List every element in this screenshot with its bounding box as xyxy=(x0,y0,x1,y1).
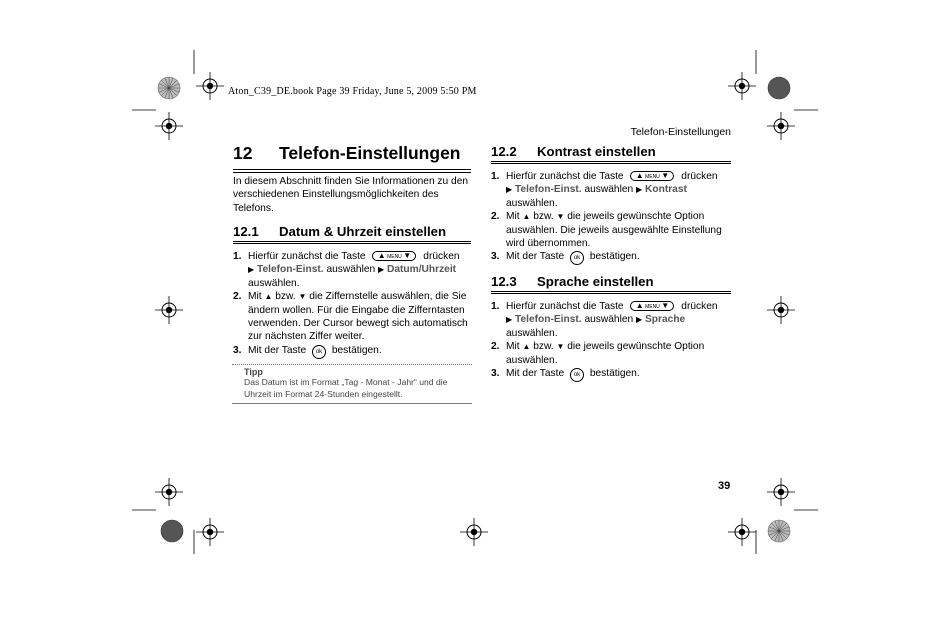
step-number: 3. xyxy=(491,368,500,380)
step-number: 1. xyxy=(491,301,500,312)
triangle-up-icon: ▲ xyxy=(522,212,531,222)
section-number: 12.1 xyxy=(233,224,259,239)
section-12-1-heading xyxy=(233,224,471,242)
intro-paragraph: In diesem Abschnitt finden Sie Informationen zu den verschiedenen Einstellungsmöglichkeiten des Telefons. xyxy=(233,176,469,214)
menu-path: Sprache xyxy=(645,314,686,326)
section-title: Kontrast einstellen xyxy=(537,144,656,159)
menu-key-icon: ▲ MENU ▼ xyxy=(372,251,416,261)
triangle-up-icon: ▲ xyxy=(522,342,531,352)
chapter-number: 12 xyxy=(233,143,253,163)
triangle-right-icon: ▶ xyxy=(378,265,385,275)
section-number: 12.3 xyxy=(491,274,517,289)
page-number: 39 xyxy=(718,480,731,492)
list-item: 2. Mit ▲ bzw. ▼ die jeweils gewünschte Option auswählen. Die jeweils ausgewählte Einstellung wird übernommen. xyxy=(491,211,722,250)
step-number: 2. xyxy=(491,211,500,223)
chapter-title-text: Telefon-Einstellungen xyxy=(279,143,461,163)
step-number: 1. xyxy=(233,251,242,262)
section-title: Datum & Uhrzeit einstellen xyxy=(279,224,447,239)
list-item: 3. Mit der Taste ok bestätigen. xyxy=(233,344,473,359)
step-number: 3. xyxy=(491,251,500,263)
list-item: 1. Hierfür zunächst die Taste ▲ MENU ▼ drücken ▶ Telefon-Einst. auswählen ▶ Kontrast auswählen. xyxy=(491,171,718,209)
triangle-up-icon: ▲ xyxy=(264,292,273,302)
triangle-down-icon: ▼ xyxy=(298,292,307,302)
section-12-3-heading xyxy=(491,274,731,292)
tip-box xyxy=(232,364,472,404)
triangle-down-icon: ▼ xyxy=(556,342,565,352)
list-item: 1. Hierfür zunächst die Taste ▲ MENU ▼ drücken ▶ Telefon-Einst. auswählen ▶ Datum/Uhrzeit auswählen. xyxy=(233,251,460,289)
triangle-right-icon: ▶ xyxy=(248,265,255,275)
menu-key-icon: ▲ MENU ▼ xyxy=(630,301,674,311)
section-12-2-heading xyxy=(491,144,731,162)
running-header: Telefon-Einstellungen xyxy=(630,126,731,138)
tip-body: Das Datum ist im Format „Tag - Monat - Jahr“ und die Uhrzeit im Format 24-Stunden eingestellt. xyxy=(244,377,448,399)
chapter-title xyxy=(233,143,471,170)
ok-key-icon: ok xyxy=(570,368,584,382)
menu-key-icon: ▲ MENU ▼ xyxy=(630,171,674,181)
tip-title: Tipp xyxy=(244,367,263,377)
triangle-right-icon: ▶ xyxy=(636,315,643,325)
list-item: 3. Mit der Taste ok bestätigen. xyxy=(491,367,733,382)
step-number: 3. xyxy=(233,344,242,356)
menu-path: Datum/Uhrzeit xyxy=(387,264,457,276)
section-12-1-steps xyxy=(233,250,473,359)
list-item: 2. Mit ▲ bzw. ▼ die jeweils gewünschte Option auswählen. xyxy=(491,341,705,366)
ok-key-icon: ok xyxy=(570,251,584,265)
triangle-right-icon: ▶ xyxy=(506,185,513,195)
list-item: 2. Mit ▲ bzw. ▼ die Ziffernstelle auswählen, die Sie ändern wollen. Für die Eingabe die Zifferntasten verwenden. Der Cursor bewegt sich automatisch zur nächsten Ziffer weiter. xyxy=(233,291,468,343)
triangle-right-icon: ▶ xyxy=(506,315,513,325)
step-number: 2. xyxy=(233,291,242,303)
section-12-3-steps xyxy=(491,300,733,382)
list-item: 1. Hierfür zunächst die Taste ▲ MENU ▼ drücken ▶ Telefon-Einst. auswählen ▶ Sprache auswählen. xyxy=(491,301,718,339)
section-12-2-steps xyxy=(491,170,733,265)
menu-path: Telefon-Einst. xyxy=(515,314,582,326)
section-title: Sprache einstellen xyxy=(537,274,654,289)
step-number: 2. xyxy=(491,341,500,353)
list-item: 3. Mit der Taste ok bestätigen. xyxy=(491,250,733,265)
print-slug: Aton_C39_DE.book Page 39 Friday, June 5, 2009 5:50 PM xyxy=(228,86,477,97)
menu-path: Telefon-Einst. xyxy=(257,264,324,276)
triangle-right-icon: ▶ xyxy=(636,185,643,195)
step-number: 1. xyxy=(491,171,500,182)
menu-path: Telefon-Einst. xyxy=(515,184,582,196)
menu-path: Kontrast xyxy=(645,184,687,196)
triangle-down-icon: ▼ xyxy=(556,212,565,222)
section-number: 12.2 xyxy=(491,144,517,159)
ok-key-icon: ok xyxy=(312,345,326,359)
